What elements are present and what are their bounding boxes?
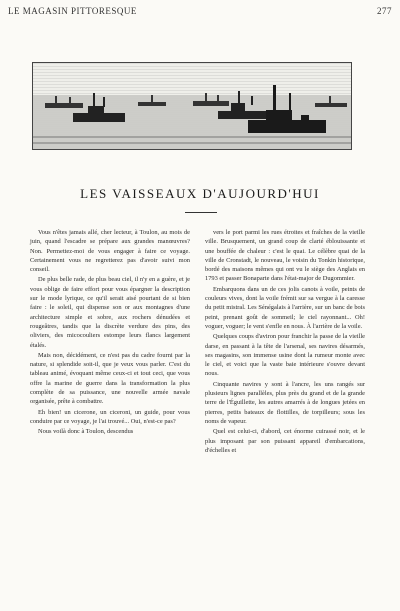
paragraph: Nous voilà donc à Toulon, descendus [38, 428, 134, 436]
paragraph: Quelques coups d'aviron pour franchir la passe de la vieille darse, en passant à la tête de l'arsenal, ses navires désarmés, ses magasins, son immense usine dont la rumeur monte avec le ciel, et voici que la vaste baie intérieure s'ouvre devant nous. [205, 333, 365, 378]
page-header [8, 3, 392, 17]
fleet-engraving-image [33, 63, 351, 149]
fleet-engraving [32, 62, 352, 150]
paragraph: Quel est celui-ci, d'abord, cet énorme cuirassé noir, et le plus imposant par son puissant appareil d'embarcations, d'échelles et [205, 428, 365, 454]
paragraph: Vous n'êtes jamais allé, cher lecteur, à Toulon, au mois de juin, quand l'escadre se prépare aux grandes manœuvres? Non. Permettez-moi de vous engager à faire ce voyage. Certainement vous ne regretterez pas d'avoir suivi mon conseil. [30, 229, 190, 274]
title-divider [185, 212, 217, 213]
article-title: LES VAISSEAUX D'AUJOURD'HUI [80, 186, 320, 201]
paragraph: Mais non, décidément, ce n'est pas du cadre fourni par la nature, si splendide soit-il, que je veux vous parler. C'est du tableau animé, évoquant même ceux-ci et tout ceci, que vous offre la marine de guerre dans la transformation la plus complète de sa puissance, une nouvelle armée navale organisée, prête à combattre. [30, 351, 190, 406]
text-column-left [30, 228, 190, 438]
paragraph: Eh bien! un cicerone, un ciceroni, un guide, pour vous conduire par ce voyage, je l'ai trouvé... Oui, n'est-ce pas? [30, 408, 190, 425]
paragraph: Cinquante navires y sont à l'ancre, les uns rangés sur plusieurs lignes parallèles, plus près du grand et de la grande terre de l'Éguillette, les autres amarrés à de longues jetées en pierres, petits bateaux de flottilles, de torpilleurs; sous les noms de vapeur. [205, 380, 365, 425]
paragraph: Embarquons dans un de ces jolis canots à voile, peints de couleurs vives, dont la voile frémit sur sa vergue à la caresse du petit mistral. Les Sénégalais à l'arrière, sur un banc de bois peint, prenant goût de sommeil; le ciel rayonnant... Oh! voguer, voguer; le vent s'enfle en nous. À l'arrière de la voile. [205, 285, 365, 330]
running-head: LE MAGASIN PITTORESQUE [8, 6, 137, 16]
page-number: 277 [377, 6, 392, 16]
paragraph: De plus belle rade, de plus beau ciel, il n'y en a guère, et je vous oblige de faire effort pour vous épargner la description sur le mode lyrique, ce qu'il serait aisé pourtant de si bien faire : le soleil, qui dispense son or aux montagnes d'une architecture simple et sobre, aux rochers dénudées et rougeâtres, tandis que la discrète verdure des pins, des oliviers, des micocouliers estompe leurs flancs largement étalés. [30, 276, 190, 349]
paragraph: vers le port parmi les rues étroites et fraîches de la vieille ville. Brusquement, un grand coup de clarté éblouissante et une bouffée de chaleur : c'est le quai. Le célèbre quai de la ville de Cronstadt, le nouveau, le voisin du Tonkin historique, bordé des maisons mêmes qui ont vu le siège des Anglais en 1793 et passer Bonaparte dans l'état-major de Dugommier. [205, 229, 365, 283]
text-column-right [205, 228, 365, 456]
